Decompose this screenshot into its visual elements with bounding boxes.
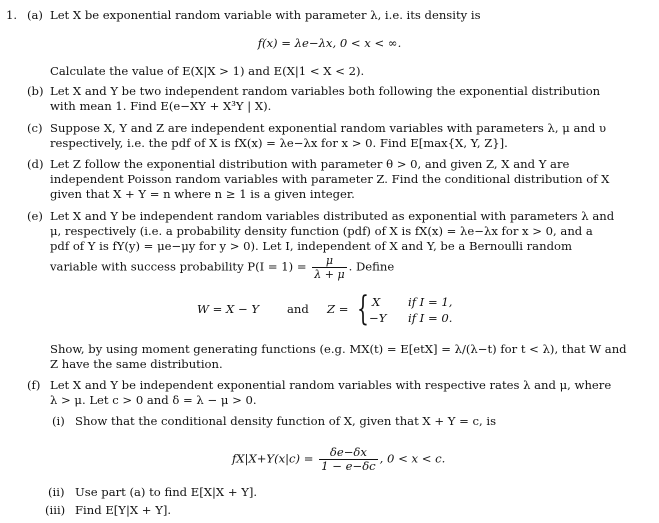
part-f-line1: Let X and Y be independent exponential random variables with respective rates λ and μ, where	[50, 378, 612, 392]
part-f-i-label: (i)	[52, 414, 65, 428]
cond-density-fraction	[319, 446, 378, 473]
part-f-label: (f)	[27, 378, 41, 392]
part-c-line2: respectively, i.e. the pdf of X is fX(x) = λe−λx for x > 0. Find E[max{X, Y, Z}].	[50, 136, 508, 150]
w-definition: W = X − Y	[197, 302, 259, 316]
part-d-line1: Let Z follow the exponential distribution with parameter θ > 0, and given Z, X and Y are	[50, 157, 570, 171]
cond-density-rhs: , 0 < x < c.	[379, 451, 446, 466]
and-word: and	[287, 302, 309, 316]
part-e-line4-pre: variable with success probability P(I = 1) =	[50, 259, 307, 274]
part-b-line2: with mean 1. Find E(e−XY + X³Y | X).	[50, 99, 272, 113]
z-equals: Z =	[327, 302, 349, 316]
case2-condition: if I = 0.	[408, 311, 453, 325]
part-d-line2: independent Poisson random variables with parameter Z. Find the conditional distribution of X	[50, 172, 610, 186]
part-f-line2: λ > μ. Let c > 0 and δ = λ − μ > 0.	[50, 393, 257, 407]
left-brace: {	[357, 289, 369, 329]
case1-condition: if I = 1,	[408, 295, 453, 309]
conditional-density-formula	[232, 446, 445, 473]
bernoulli-prob-numerator: μ	[312, 254, 346, 268]
part-e-line2: μ, respectively (i.e. a probability density function (pdf) of X is fX(x) = λe−λx for x > 0, and a	[50, 224, 593, 238]
part-b-label: (b)	[27, 84, 44, 98]
cond-density-lhs: fX|X+Y(x|c) =	[232, 451, 314, 466]
part-e-line1: Let X and Y be independent random variables distributed as exponential with parameters λ and	[50, 209, 615, 223]
case2-value: −Y	[369, 311, 387, 325]
part-f-ii-text: Use part (a) to find E[X|X + Y].	[75, 485, 258, 499]
bernoulli-prob-denominator: λ + μ	[314, 268, 345, 281]
part-e-line5: Show, by using moment generating functions (e.g. MX(t) = E[etX] = λ/(λ−t) for t < λ), that W and	[50, 342, 627, 356]
part-e-line4-post: . Define	[348, 259, 395, 274]
part-a-label: (a)	[27, 8, 43, 22]
part-e-label: (e)	[27, 209, 43, 223]
question-number: 1.	[6, 8, 18, 22]
part-e-line4	[50, 254, 394, 281]
part-e-line6: Z have the same distribution.	[50, 357, 223, 371]
part-c-line1: Suppose X, Y and Z are independent exponential random variables with parameters λ, μ and υ	[50, 121, 606, 135]
bernoulli-prob-fraction	[312, 254, 346, 281]
part-f-i-text: Show that the conditional density function of X, given that X + Y = c, is	[75, 414, 497, 428]
part-f-iii-text: Find E[Y|X + Y].	[75, 503, 172, 517]
case1-value: X	[372, 295, 381, 309]
part-d-line3: given that X + Y = n where n ≥ 1 is a given integer.	[50, 187, 355, 201]
part-a-line2: Calculate the value of E(X|X > 1) and E(X|1 < X < 2).	[50, 64, 365, 78]
part-c-label: (c)	[27, 121, 43, 135]
part-b-line1: Let X and Y be two independent random variables both following the exponential distribution	[50, 84, 601, 98]
cond-density-denominator: 1 − e−δc	[321, 459, 376, 473]
part-d-label: (d)	[27, 157, 44, 171]
cond-density-numerator: δe−δx	[319, 446, 378, 460]
part-e-line3: pdf of Y is fY(y) = μe−μy for y > 0). Let I, independent of X and Y, be a Bernoulli random	[50, 239, 572, 253]
part-a-line1: Let X be exponential random variable with parameter λ, i.e. its density is	[50, 8, 481, 22]
part-f-iii-label: (iii)	[45, 503, 66, 517]
part-a-density-formula: f(x) = λe−λx, 0 < x < ∞.	[257, 36, 402, 50]
part-f-ii-label: (ii)	[48, 485, 65, 499]
